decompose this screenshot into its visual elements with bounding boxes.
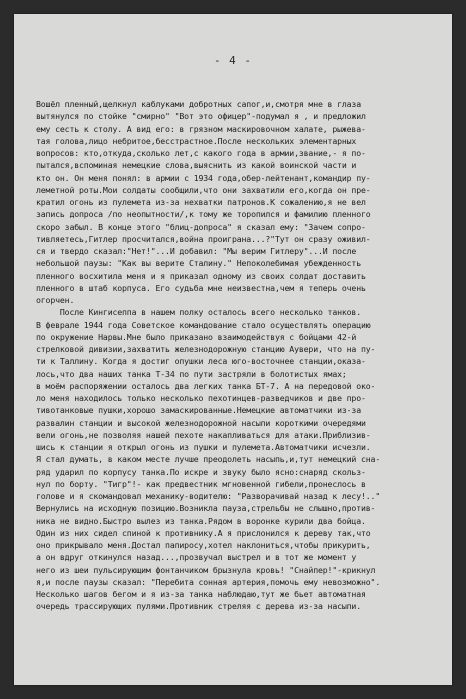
text-line: оно прикрывало меня.Достал папиросу,хотел наклониться,чтобы прикурить, [36, 540, 371, 550]
text-line: стрелковой дивизии,захватить железнодорожную станцию Аувери, что на пу- [36, 344, 376, 354]
text-line: Вернулись на исходную позицию.Возникла пауза,стрельбы не слышно,против- [36, 503, 376, 514]
text-line: После Кингисеппа в нашем полку осталось всего несколько танков. [36, 307, 361, 318]
text-line: огорчен. [36, 295, 75, 305]
text-line: кто он. Он меня понял: в армии с 1934 года,обер-лейтенант,командир пу- [36, 172, 371, 183]
document-page [14, 14, 452, 685]
text-line: Несколько шагов бегом и я из-за танка наблюдаю,тут же бьет автоматная [36, 589, 366, 599]
text-line: лось,что два наших танка Т-34 по пути застряли в болотистых ямах; [36, 368, 347, 379]
text-line: тая голова,лицо небритое,бесстрастное.После нескольких элементарных [36, 135, 357, 146]
body-text [36, 98, 440, 613]
text-line: ему сесть к столу. А вид его: в грязном маскировочном халате, рыжева- [36, 123, 366, 134]
text-line: скоро забыл. В конце этого "блиц-допроса" я сказал ему: "Зачем сопро- [36, 221, 366, 232]
text-line: ти к Таллину. Когда я достиг опушки леса юго-восточнее станции,оказа- [36, 356, 366, 367]
text-line: Вошёл пленный,щелкнул каблуками добротных сапог,и,смотря мне в глаза [36, 99, 361, 109]
text-line: вопросов: кто,откуда,сколько лет,с какого года в армии,звание,- я по- [36, 148, 366, 158]
text-line: я,и после паузы сказал: "Перебита сонная артерия,помочь ему невозможно". [36, 576, 381, 587]
text-line: нул по борту. "Тигр"!- как предвестник мгновенной гибели,пронеслось в [36, 478, 366, 489]
text-line: небольшой паузы: "Как вы верите Сталину." Непоколебимая убежденность [36, 258, 361, 269]
text-line: пытался,вспоминая немецкие слова,выяснить из какой воинской части и [36, 160, 357, 171]
text-line: ника не видно.Быстро вылез из танка.Рядом в воронке курили два бойца. [36, 515, 366, 526]
text-line: развалин станции и высокой железнодорожной насыпи короткими очередями [36, 417, 366, 428]
text-line: голове и я скомандовал механику-водителю: "Разворачивай назад к лесу!.." [36, 491, 381, 501]
text-line: кратил огонь из пулемета из-за нехватки патронов.К сожалению,я не вел [36, 197, 366, 207]
text-line: очередь трассирующих пулями.Противник стреляя с дерева из-за насыпи. [36, 601, 361, 612]
text-line: ло меня находилось только несколько пехотинцев-разведчиков и две про- [36, 393, 366, 403]
text-line: леметной роты.Мои солдаты сообщили,что они захватили его,когда он пре- [36, 184, 371, 195]
text-line: него из шеи пульсирующим фонтанчиком брызнула кровь! "Снайпер!"-крикнул [36, 564, 376, 575]
text-line: В феврале 1944 года Советское командование стало осуществлять операцию [36, 319, 371, 330]
text-line: в моём распоряжении осталось два легких танка БТ-7. А на передовой око- [36, 380, 376, 391]
page-number: - 4 - [213, 54, 253, 67]
text-line: ряд ударил по корпусу танка.По искре и звуку было ясно:снаряд скольз- [36, 466, 366, 477]
text-line: по окружение Нарвы.Мне было приказано взаимодействуя с бойцами 42-й [36, 331, 357, 342]
text-line: тивотанковые пушки,хорошо замаскированные.Немецкие автоматчики из-за [36, 405, 361, 416]
text-line: шись к станции я открыл огонь из пушки и пулемета.Автоматчики исчезли. [36, 442, 371, 452]
text-line: Один из них сидел спиной к противнику.А я прислонился к дереву так,что [36, 527, 371, 538]
text-line: запись допроса /по неопытности/,к тому же торопился и фамилию пленного [36, 209, 371, 220]
text-line: вели огонь,не позволяя нашей пехоте накапливаться для атаки.Приблизив- [36, 429, 371, 440]
text-line: тивляетесь,Гитлер просчитался,война проиграна...?"Тут он сразу оживил- [36, 233, 371, 244]
text-line: ся и твердо сказал:"Нет!"...И добавил: "Мы верим Гитлеру"...И после [36, 246, 357, 256]
text-line: пленного восхитила меня и я приказал одному из своих солдат доставить [36, 270, 366, 281]
text-line: а он вдруг откинулся назад...,прозвучал выстрел и в тот же момент у [36, 552, 357, 563]
text-line: пленного в штаб корпуса. Его судьба мне неизвестна,чем я теперь очень [36, 282, 366, 293]
text-line: Я стал думать, в каком месте лучше преодолеть насыпь,и,тут немецкий сна- [36, 454, 381, 465]
text-line: вытянулся по стойке "смирно" "Вот это офицер"-подумал я , и предложил [36, 111, 366, 122]
